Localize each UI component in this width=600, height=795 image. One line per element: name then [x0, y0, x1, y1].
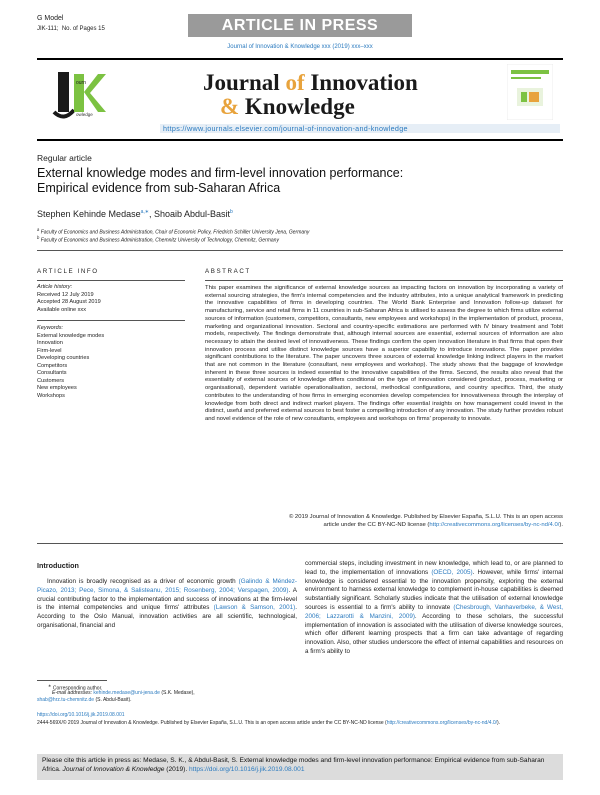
keyword: Firm-level [37, 347, 62, 354]
keyword: Innovation [37, 340, 63, 346]
svg-text:owledge: owledge [76, 112, 93, 117]
email-line-2: shab@hrz.tu-chemnitz.de (S. Abdul-Basit). [37, 697, 132, 703]
corresponding-author-note: ∗ Corresponding author. [48, 683, 103, 692]
keyword: Consultants [37, 370, 67, 376]
abstract-heading: ABSTRACT [205, 268, 251, 275]
journal-title-line2: & Knowledge [220, 94, 355, 119]
intro-right-column: commercial steps, including investment in new knowledge, which lead to, or are planned to lead to, the implementation of innovations (OECD, 2005). However, while firms' internal knowledge is considered essential to the innovation propensity, exploring the external environment to harness external knowledge to complement in-house capabilities is deemed substantially significant. Scholarly studies indicate that the utilisation of external knowledge sources is essential to a firm's ability to innovate (Chesbrough, Vanhaverbeke, & West, 2006; Lazzarotti & Manzini, 2009). According to these scholars, the successful implementation of innovation is associated with the utilisation of diverse knowledge sources, which offer different learning prospects that a firm can take advantage of regarding innovation. Also, other studies underscore the effect of internal capabilities and resources on a firm's ability to [305, 560, 564, 655]
article-ref [37, 26, 105, 32]
keyword: Developing countries [37, 355, 90, 361]
authors: Stephen Kehinde Medase$^{a,∗}$, Shoaib Abdul-Basit$^b$ [37, 209, 233, 219]
article-info-heading: ARTICLE INFO [37, 268, 99, 275]
doi-link[interactable]: https://doi.org/10.1016/j.jik.2019.08.001 [37, 712, 125, 718]
email-link-2[interactable]: shab@hrz.tu-chemnitz.de [37, 697, 95, 703]
affiliation-b: $^b$ Faculty of Economics and Business Administration, Chemnitz University of Technology, Chemnitz, Germany [37, 235, 279, 244]
affiliation-a: $^a$ Faculty of Economics and Business Administration, Chair of Economic Policy, Friedrich Schiller University Jena, Germany [37, 227, 310, 236]
copyright-notice: © 2019 Journal of Innovation & Knowledge. Published by Elsevier España, S.L.U. This is an open access article under the CC BY-NC-ND license (http://creativecommons.org/licenses/by-nc-nd/4.0/). [288, 514, 563, 528]
abstract-text: This paper examines the significance of external knowledge sources as impacting factors on innovation by incorporating a variety of external sourcing strategies, the firm's internal competencies and the industry attributes, into a unique analytical framework in predicting the innovative capabilities of firms in developing countries. The World Bank Enterprise and Innovation follow-up dataset for manufacturing, service and retail firms in 11 countries in sub-Saharan Africa is utilised to assess the degree to which firms utilize external sources of information (customers, competitors, consultants, new employees and workshops) in the implementation of product, process, marketing and organizational innovation. Sectoral and country-specific estimations are performed with IV binary treatment and Tobit models, respectively. The findings demonstrate that, although internal sources are essential, external sources of information are also necessary to attain the desired level of innovativeness. These findings confirm the open innovation literature in that firms that open their innovation process and utilise distinct knowledge sources have a superior capability to introduce innovations. The paper provides significant contributions to the literature. The paper uncovers three sources of external knowledge linking indirect players in the market that are not common in the literature (consultant, new employees and workshop). The study shows that the baggage of knowledge inherent in these three sources is indeed essential to the innovative capabilities of the firms. Second, the results also reveal that the essentiality of external sources of knowledge differs conditional on the type of innovation considered (product, process, marketing or organisational), dependent variable operationalisation, sectoral, methodical configurations, and country specifics. Third, the study contributes to the understanding of how firms in emerging economies develop competencies for innovativeness through the interplay of knowledge from both direct and indirect market players. The findings offer essential insights on how management could invest in the distinct, useful and preferred external sources to best foster a compelling introduction of any innovation. The study further provides robust and novel evidence of the role of new consultants, employees and workshops on firms' propensity to innovate. [205, 285, 563, 422]
author-2[interactable]: Shoaib Abdul-Basit [153, 209, 231, 219]
section-heading-introduction: Introduction [37, 561, 79, 570]
please-cite-text: Please cite this article in press as: Medase, S. K., & Abdul-Basit, S. External knowledge modes and firm-level innovation performance: Empirical evidence from sub-Saharan Africa. Journal of Innovation & Knowledge (2019). https://doi.org/10.1016/j.jik.2019.08.001 [42, 757, 545, 773]
jik-logo [50, 66, 110, 124]
cc-license-link[interactable]: http://creativecommons.org/licenses/by-nc-nd/4.0/ [429, 521, 560, 528]
model-label: G Model [37, 15, 64, 22]
article-in-press-banner: ARTICLE IN PRESS [188, 14, 412, 37]
keyword: External knowledge modes [37, 332, 105, 339]
journal-title-line1: Journal of Innovation [203, 70, 418, 95]
article-title: External knowledge modes and firm-level innovation performance: Empirical evidence from sub-Saharan Africa [37, 166, 404, 195]
article-history: Article history: Received 12 July 2019 Accepted 28 August 2019 Available online xxx [37, 284, 101, 313]
cite-doi-link[interactable]: https://doi.org/10.1016/j.jik.2019.08.001 [189, 766, 305, 773]
license-footer-link[interactable]: http://creativecommons.org/licenses/by-nc-nd/4.0/ [386, 720, 498, 726]
email-link-1[interactable]: kehinde.medase@uni-jena.de [93, 690, 160, 696]
keyword: Workshops [37, 392, 65, 399]
page-count: No. of Pages 15 [61, 26, 105, 32]
article-ref-id: JIK-111; [37, 26, 59, 32]
svg-text:ourn: ourn [76, 80, 87, 86]
journal-cover-thumbnail [507, 64, 553, 120]
article-type: Regular article [37, 153, 92, 163]
keywords: Keywords: External knowledge modes Innovation Firm-level Developing countries Competitors Consultants Customers New employees Workshops [37, 325, 187, 400]
author-1[interactable]: Stephen Kehinde Medase [37, 209, 141, 219]
email-addresses: E-mail addresses: kehinde.medase@uni-jena.de (S.K. Medase), [52, 690, 195, 696]
license-footer: 2444-569X/© 2019 Journal of Innovation & Knowledge. Published by Elsevier España, S.L.U. This is an open access article under the CC BY-NC-ND license (http://creativecommons.org/licenses/by-nc-nd/4.0/). [37, 720, 501, 726]
intro-left-column: Innovation is broadly recognised as a driver of economic growth (Galindo & Méndez-Picazo, 2013; Pece, Simona, & Salisteanu, 2015; Rosenberg, 2004; Verspagen, 2009). A crucial contributing factor to the implementation and success of innovations at the firm-level is the internal competencies and unique firms' attributes (Lawson & Samson, 2001). According to the Oslo Manual, innovation activities are all scientific, technological, organisational, financial and [37, 578, 297, 629]
journal-url[interactable]: https://www.journals.elsevier.com/journal-of-innovation-and-knowledge [163, 124, 408, 133]
keyword: New employees [37, 385, 77, 391]
journal-citation[interactable]: Journal of Innovation & Knowledge xxx (2019) xxx–xxx [227, 44, 373, 50]
keyword: Competitors [37, 362, 68, 369]
keyword: Customers [37, 377, 65, 384]
